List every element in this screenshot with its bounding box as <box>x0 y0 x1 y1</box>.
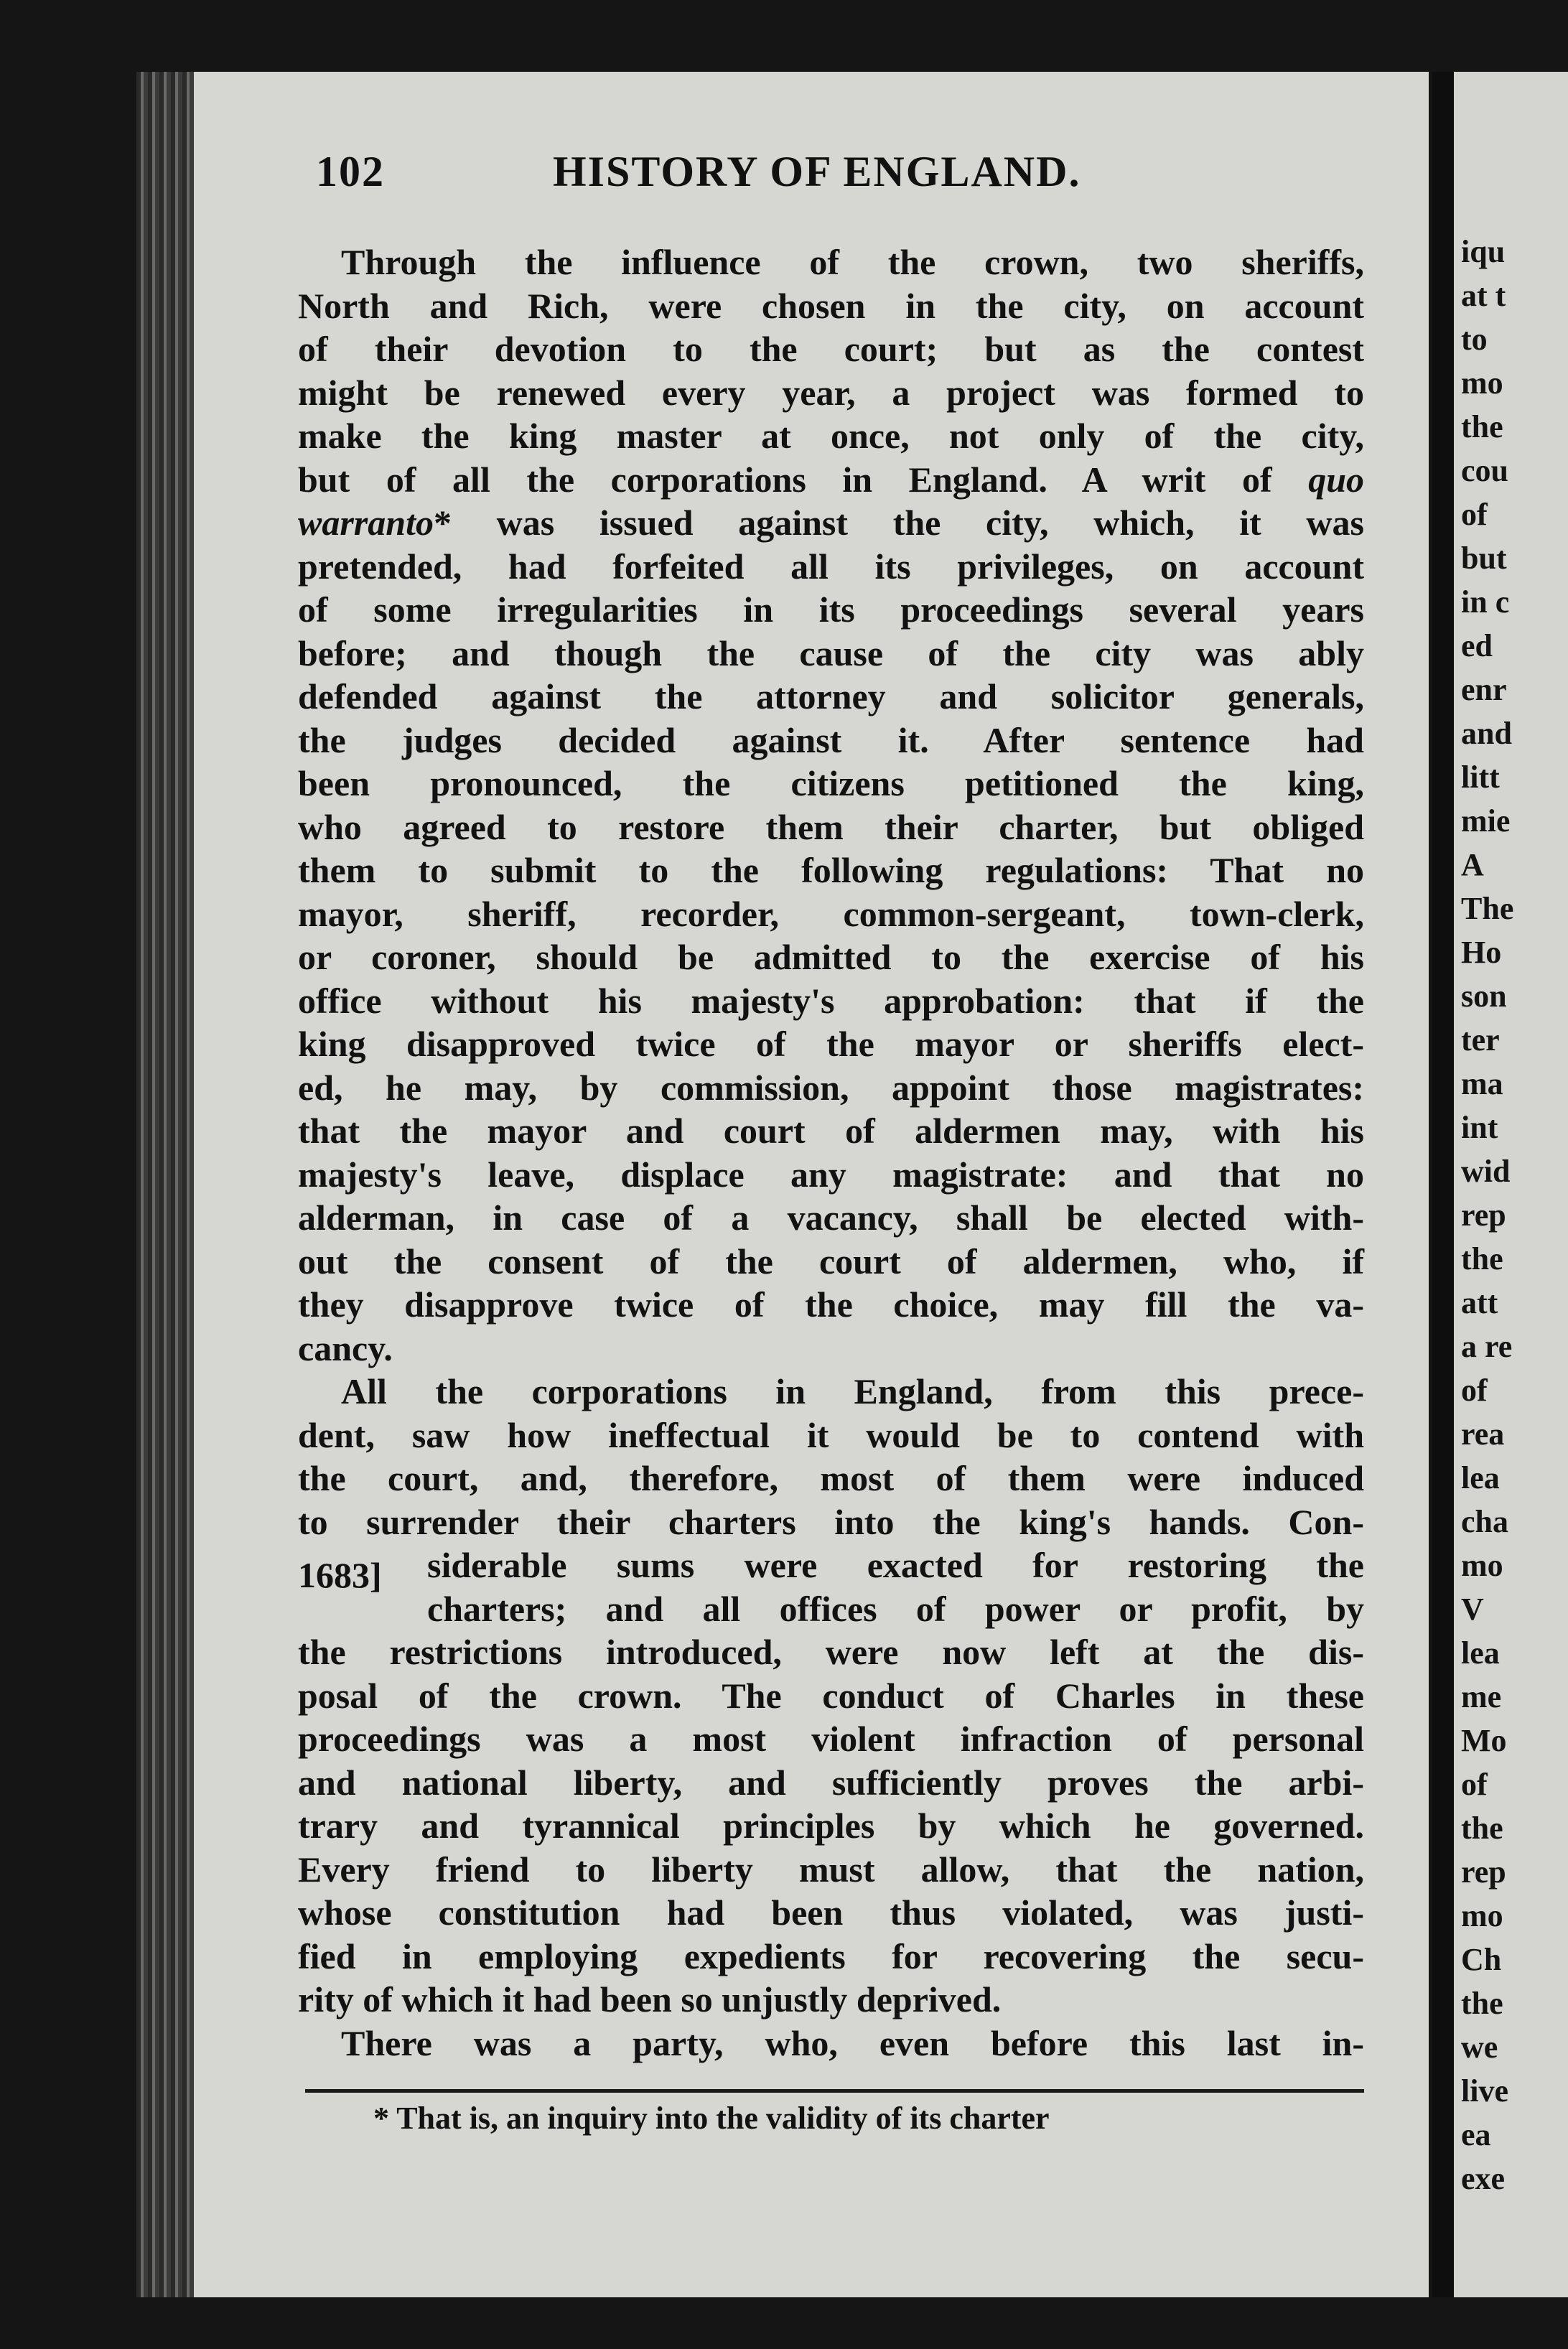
facing-page-fragment: live <box>1461 2073 1508 2109</box>
facing-page-fragment: att <box>1461 1285 1498 1320</box>
facing-page-fragment: lea <box>1461 1460 1500 1495</box>
facing-page-fragment: iqu <box>1461 234 1506 269</box>
facing-page-fragment: mo <box>1461 1548 1503 1583</box>
facing-page-fragment: of <box>1461 1767 1488 1802</box>
facing-page-fragment: wid <box>1461 1154 1511 1189</box>
facing-page-fragment: Ch <box>1461 1942 1502 1977</box>
running-title: HISTORY OF ENGLAND. <box>553 148 1081 195</box>
facing-page-edge <box>1454 72 1568 2297</box>
text-line: before; and though the cause of the city was ably <box>298 632 1364 673</box>
text-line: Through the influence of the crown, two sheriffs, <box>341 242 1364 282</box>
facing-page-fragment: cha <box>1461 1504 1508 1539</box>
facing-page-fragment: mo <box>1461 1898 1503 1933</box>
text-line: trary and tyrannical principles by which he governed. <box>298 1806 1364 1846</box>
text-line: All the corporations in England, from this prece- <box>341 1371 1364 1411</box>
facing-page-fragment: me <box>1461 1679 1502 1714</box>
facing-page-fragment: of <box>1461 497 1488 532</box>
facing-page-fragment: litt <box>1461 760 1500 795</box>
facing-page-fragment: we <box>1461 2030 1498 2065</box>
text-line: posal of the crown. The conduct of Charles in these <box>298 1675 1364 1716</box>
facing-page-fragment: A <box>1461 847 1484 882</box>
text-line: rity of which it had been so unjustly deprived. <box>298 1979 1002 2019</box>
facing-page-fragment: rea <box>1461 1416 1505 1452</box>
text-line: king disapproved twice of the mayor or sheriffs elect- <box>298 1024 1364 1064</box>
text-line: of some irregularities in its proceedings several years <box>298 589 1364 630</box>
facing-page-fragment: of <box>1461 1373 1488 1408</box>
text-line: who agreed to restore them their charter, but obliged <box>298 806 1364 847</box>
facing-page-fragment: a re <box>1461 1329 1513 1364</box>
text-line: cancy. <box>298 1327 393 1368</box>
text-line: dent, saw how ineffectual it would be to contend with <box>298 1414 1364 1455</box>
facing-page-fragment: int <box>1461 1110 1498 1145</box>
facing-page-fragment: Mo <box>1461 1723 1507 1758</box>
facing-page-fragment: mo <box>1461 365 1503 401</box>
facing-page-fragment: mie <box>1461 803 1511 839</box>
margin-date: 1683] <box>298 1555 382 1595</box>
facing-page-fragment: enr <box>1461 672 1507 707</box>
facing-page-fragment: V <box>1461 1592 1484 1627</box>
text-line: them to submit to the following regulations: That no <box>298 850 1364 890</box>
text-line: office without his majesty's approbation: that if the <box>298 980 1364 1021</box>
facing-page-fragment: rep <box>1461 1197 1506 1233</box>
text-line: and national liberty, and sufficiently proves the arbi- <box>298 1762 1364 1803</box>
text-line: of their devotion to the court; but as the contest <box>298 329 1364 369</box>
text-line: whose constitution had been thus violated, was justi- <box>298 1892 1364 1933</box>
page-gutter <box>1432 72 1454 2297</box>
text-line: fied in employing expedients for recovering the secu- <box>298 1935 1364 1976</box>
text-line: ed, he may, by commission, appoint those magistrates: <box>298 1067 1364 1108</box>
text-line: or coroner, should be admitted to the exercise of his <box>298 937 1364 977</box>
facing-page-fragment: the <box>1461 1986 1503 2021</box>
text-line: make the king master at once, not only of the city, <box>298 416 1364 456</box>
facing-page-fragment: ed <box>1461 628 1493 663</box>
text-line: out the consent of the court of aldermen, who, if <box>298 1241 1364 1281</box>
facing-page-fragment: lea <box>1461 1635 1500 1671</box>
text-line: defended against the attorney and solicitor generals, <box>298 676 1364 716</box>
text-line: proceedings was a most violent infraction of personal <box>298 1719 1364 1759</box>
facing-page-fragment: cou <box>1461 453 1508 488</box>
text-line: majesty's leave, displace any magistrate: and that no <box>298 1154 1364 1195</box>
footnote-rule <box>305 2089 1364 2093</box>
facing-page-fragment: ea <box>1461 2117 1491 2152</box>
text-line: pretended, had forfeited all its privileges, on account <box>298 546 1364 587</box>
facing-page-fragment: ter <box>1461 1022 1500 1057</box>
facing-page-fragment: exe <box>1461 2161 1506 2196</box>
facing-page-fragment: Ho <box>1461 935 1502 970</box>
facing-page-fragment: rep <box>1461 1854 1506 1890</box>
text-line: to surrender their charters into the king's hands. Con- <box>298 1501 1364 1542</box>
text-line: There was a party, who, even before this last in- <box>341 2022 1364 2063</box>
facing-page-fragment: in c <box>1461 584 1510 620</box>
text-line: charters; and all offices of power or profit, by <box>427 1588 1364 1629</box>
facing-page-fragment: at t <box>1461 278 1506 313</box>
text-line: might be renewed every year, a project was formed to <box>298 372 1364 413</box>
text-line: but of all the corporations in England. A writ of quo <box>298 459 1364 500</box>
text-line: mayor, sheriff, recorder, common-sergeant, town-clerk, <box>298 893 1364 934</box>
text-line: they disapprove twice of the choice, may fill the va- <box>298 1284 1364 1325</box>
page-header <box>316 147 1422 197</box>
text-line: alderman, in case of a vacancy, shall be elected with- <box>298 1197 1364 1238</box>
facing-page-fragments <box>1461 230 1568 2200</box>
page-number: 102 <box>316 148 385 195</box>
text-line: the restrictions introduced, were now left at the dis- <box>298 1632 1364 1672</box>
facing-page-fragment: The <box>1461 891 1514 926</box>
facing-page-fragment: the <box>1461 1811 1503 1846</box>
text-line: warranto* was issued against the city, which, it was <box>298 503 1364 543</box>
text-line: siderable sums were exacted for restoring the <box>427 1545 1364 1585</box>
text-line: North and Rich, were chosen in the city, on account <box>298 285 1364 326</box>
text-line: that the mayor and court of aldermen may, with his <box>298 1111 1364 1151</box>
footnote: * That is, an inquiry into the validity of its charter <box>373 2101 1050 2136</box>
text-line: the court, and, therefore, most of them were induced <box>298 1458 1364 1498</box>
body-text <box>298 240 1364 2065</box>
text-line: Every friend to liberty must allow, that the nation, <box>298 1849 1364 1890</box>
facing-page-fragment: son <box>1461 979 1507 1014</box>
facing-page-fragment: to <box>1461 322 1488 357</box>
facing-page-fragment: but <box>1461 541 1507 576</box>
facing-page-fragment: the <box>1461 409 1503 444</box>
text-line: been pronounced, the citizens petitioned the king, <box>298 763 1364 803</box>
facing-page-fragment: the <box>1461 1241 1503 1276</box>
facing-page-fragment: ma <box>1461 1066 1503 1101</box>
facing-page-fragment: and <box>1461 716 1512 751</box>
text-line: the judges decided against it. After sentence had <box>298 719 1364 760</box>
